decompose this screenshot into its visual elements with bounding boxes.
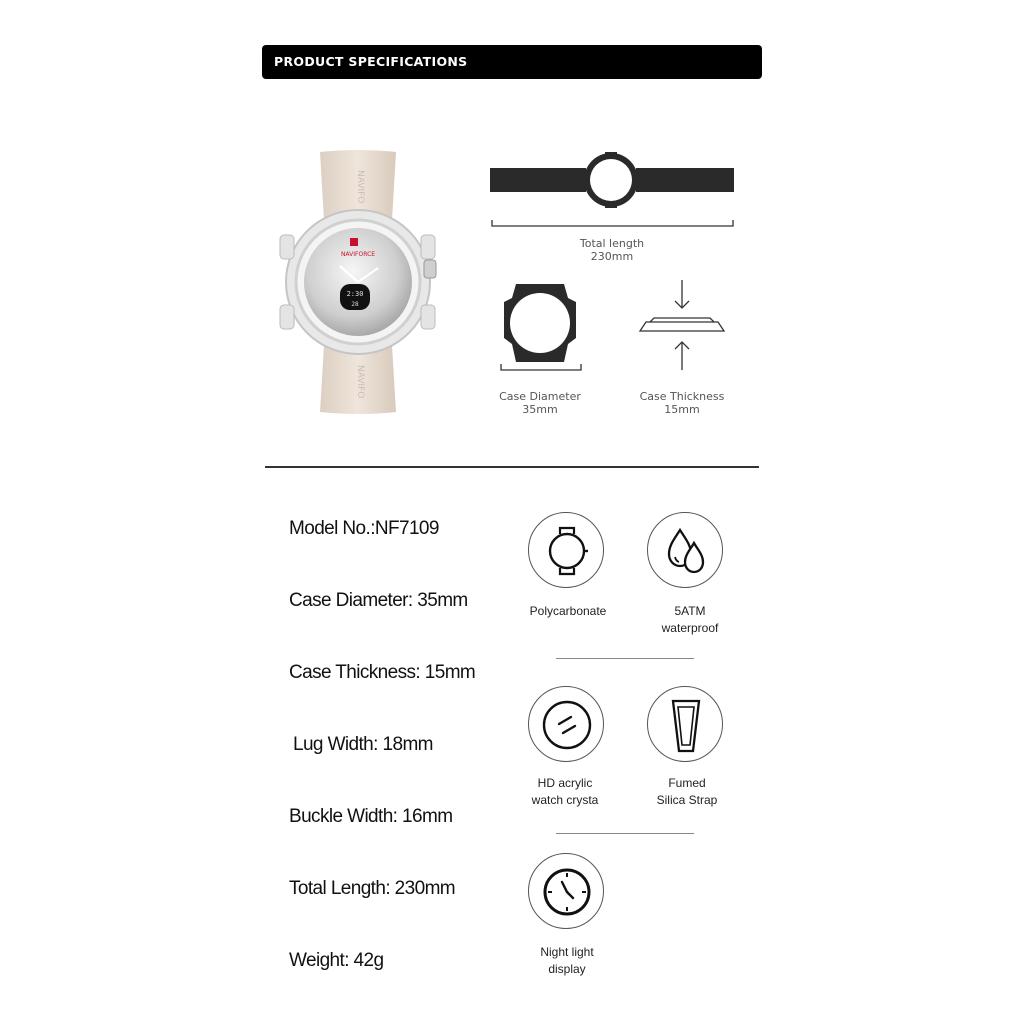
spec-buckle-width: Buckle Width: 16mm — [289, 806, 453, 827]
water-drops-icon — [648, 513, 724, 589]
watch-brand-text: NAVIFORCE — [340, 251, 376, 258]
case-thickness-label — [622, 390, 742, 416]
section-divider — [265, 466, 759, 468]
spec-weight: Weight: 42g — [289, 950, 384, 971]
strap-icon — [648, 687, 724, 763]
feature-acrylic — [528, 686, 604, 762]
watch-case-icon — [529, 513, 605, 589]
case-diameter-diagram — [496, 278, 586, 374]
feature-polycarbonate-label: Polycarbonate — [529, 604, 607, 618]
feature-waterproof — [647, 512, 723, 588]
case-thickness-title: Case Thickness — [639, 390, 725, 403]
strap-text-top: NAVIFO — [355, 170, 365, 204]
feature-waterproof-label: 5ATM waterproof — [661, 604, 719, 635]
total-length-title: Total length — [579, 237, 645, 250]
feature-acrylic-label: HD acrylic watch crysta — [531, 776, 599, 807]
feature-night-light — [528, 853, 604, 929]
case-diameter-title: Case Diameter — [499, 390, 581, 403]
case-thickness-diagram — [636, 278, 728, 374]
digital-date: 28 — [351, 301, 359, 308]
page-title: PRODUCT SPECIFICATIONS — [274, 54, 468, 69]
spec-model-no: Model No.:NF7109 — [289, 518, 439, 539]
spec-lug-width: Lug Width: 18mm — [293, 734, 433, 755]
digital-time: 2:30 — [346, 290, 364, 298]
feature-polycarbonate — [528, 512, 604, 588]
feature-strap-label: Fumed Silica Strap — [656, 776, 718, 807]
total-length-label — [552, 237, 672, 263]
header-bar — [262, 45, 762, 79]
total-length-value: 230mm — [590, 250, 634, 263]
spec-total-length: Total Length: 230mm — [289, 878, 456, 899]
acrylic-crystal-icon — [529, 687, 605, 763]
feature-strap — [647, 686, 723, 762]
watch-product-image — [278, 150, 440, 415]
strap-diagram — [488, 150, 738, 232]
feature-separator-2 — [556, 833, 694, 834]
strap-text-bottom: NAVIFO — [355, 365, 365, 399]
spec-case-diameter: Case Diameter: 35mm — [289, 590, 468, 611]
feature-night-light-label: Night light display — [540, 945, 594, 976]
spec-case-thickness: Case Thickness: 15mm — [289, 662, 476, 683]
case-diameter-label — [480, 390, 600, 416]
feature-separator-1 — [556, 658, 694, 659]
case-diameter-value: 35mm — [522, 403, 558, 416]
case-thickness-value: 15mm — [664, 403, 700, 416]
clock-icon — [529, 854, 605, 930]
